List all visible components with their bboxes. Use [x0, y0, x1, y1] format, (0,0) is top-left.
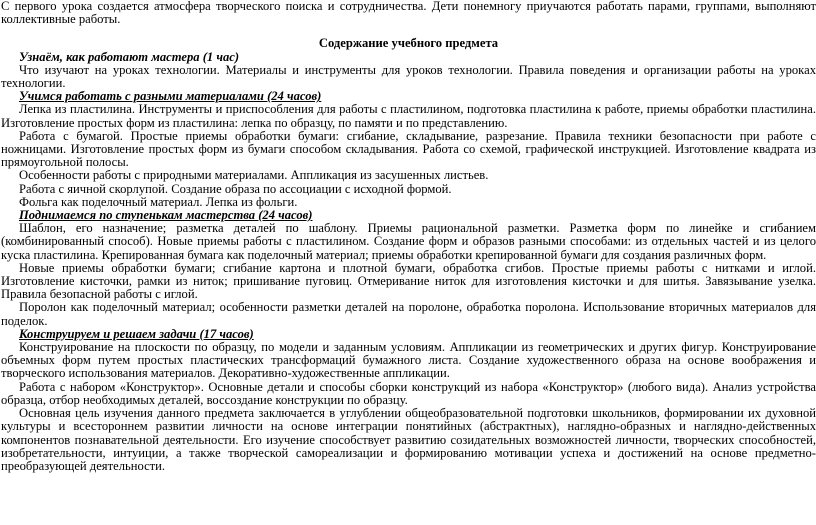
paragraph: Работа с яичной скорлупой. Создание образа по ассоциации с исходной формой. — [19, 181, 452, 196]
section-heading: Узнаём, как работают мастера (1 час) — [19, 49, 240, 64]
paragraph: Работа с набором «Конструктор». Основные детали и способы сборки конструкций из набора «Конструктор» (любого вида). Анализ устройства образца, отбор необходимых деталей, воссоздание конструкции по образцу. — [1, 379, 816, 407]
section-title: Содержание учебного предмета — [318, 36, 499, 51]
paragraph: Что изучают на уроках технологии. Материалы и инструменты для уроков технологии. Правила поведения и организации работы на уроках технологии. — [1, 62, 816, 91]
section-heading: Конструируем и решаем задачи (17 часов) — [19, 326, 254, 341]
intro-paragraph: С первого урока создается атмосфера творческого поиска и сотрудничества. Дети понемногу приучаются работать парами, группами, выполняют коллективные работы. — [1, 0, 816, 27]
paragraph: Основная цель изучения данного предмета заключается в углублении общеобразовательной подготовки школьников, формировании их духовной культуры и всестороннем развитии личности на основе интеграции понятийных (абстрактных), наглядно-образных и наглядно-действенных компонентов познавательной деятельности. Его изучение способствует развитию созидательных возможностей личности, творческих способностей, изобретательности, интуиции, а также творческой самореализации и формированию мотивации успеха и достижений на основе предметно-преобразующей деятельности. — [1, 406, 816, 473]
paragraph: Работа с бумагой. Простые приемы обработки бумаги: сгибание, складывание, разрезание. Правила техники безопасности при работе с ножницами. Изготовление простых форм из бумаги способом складывания. Работа со схемой, графической инструкцией. Изготовление квадрата из прямоугольной полосы. — [1, 128, 816, 170]
section-heading: Поднимаемся по ступенькам мастерства (24 часов) — [19, 208, 313, 223]
paragraph: Фольга как поделочный материал. Лепка из фольги. — [19, 194, 298, 209]
paragraph: Поролон как поделочный материал; особенности разметки деталей на поролоне, обработка поролона. Использование вторичных материалов для поделок. — [1, 300, 816, 328]
paragraph: Новые приемы обработки бумаги; сгибание картона и плотной бумаги, обработка сгибов. Простые приемы работы с нитками и иглой. Изготовление кисточки, рамки из ниток; пришивание пуговиц. Отмеривание ниток для изготовления кисточки и для шитья. Завязывание узелка. Правила безопасной работы с иглой. — [1, 260, 816, 302]
section-heading: Учимся работать с разными материалами (24 часов) — [19, 89, 322, 104]
paragraph: Особенности работы с природными материалами. Аппликация из засушенных листьев. — [19, 168, 489, 183]
paragraph: Конструирование на плоскости по образцу, по модели и заданным условиям. Аппликации из геометрических и других фигур. Конструирование объемных форм путем простых пластических трансформаций бумажного листа. Создание художественного образа на основе воображения и творческого использования материалов. Декоративно-художественные аппликации. — [1, 340, 816, 381]
paragraph: Лепка из пластилина. Инструменты и приспособления для работы с пластилином, подготовка пластилина к работе, приемы обработки пластилина. Изготовление простых форм из пластилина: лепка по образцу, по памяти и по представлению. — [1, 102, 816, 130]
paragraph: Шаблон, его назначение; разметка деталей по шаблону. Приемы рациональной разметки. Разметка форм по линейке и сгибанием (комбинированный способ). Новые приемы работы с пластилином. Создание форм и образов разными способами: из отдельных частей и из целого куска пластилина. Крепированная бумага как поделочный материал; приемы обработки крепированной бумаги для создания различных форм. — [1, 221, 816, 262]
